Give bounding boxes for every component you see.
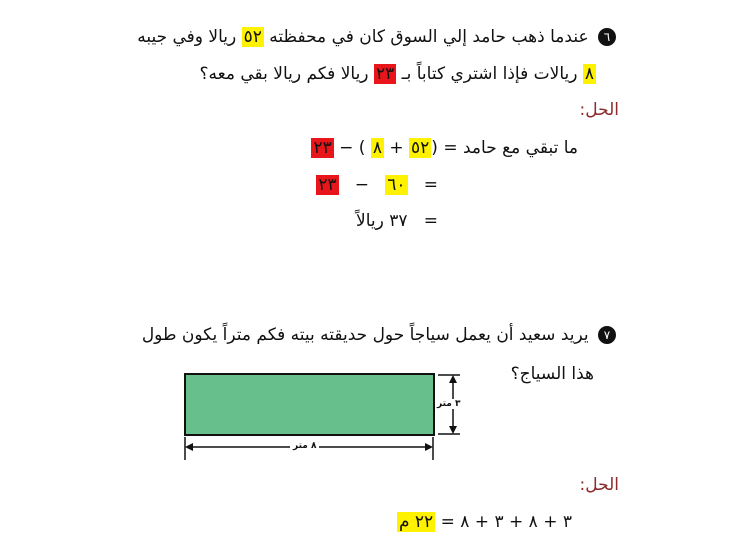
dimension-lines	[170, 365, 480, 465]
q6-text-2b: ريالا فكم ريالا بقي معه؟	[199, 64, 369, 84]
minus-sign: −	[339, 138, 354, 158]
q7-text-1: يريد سعيد أن يعمل سياجاً حول حديقته بيته فكم متراً يكون طول	[141, 325, 589, 345]
q6-solution-label: الحل:	[579, 100, 619, 120]
paren-close: )	[358, 138, 366, 158]
q6-text-1a: عندما ذهب حامد إلي السوق كان في محفظته	[269, 27, 589, 47]
garden-diagram	[170, 365, 480, 465]
equals-sign: =	[423, 211, 438, 231]
q7-answer-value: ٢٢ م	[398, 512, 434, 532]
q6-solution-step-3	[356, 209, 438, 233]
equals-sign: =	[443, 138, 458, 158]
q7-answer	[397, 510, 572, 534]
width-label: ٣ متر	[437, 399, 461, 409]
step2-value-b: ٢٣	[318, 175, 337, 195]
step2-value-a: ٦٠	[387, 175, 406, 195]
q6-line-1	[137, 25, 616, 49]
q6-pocket-value: ٨	[584, 64, 594, 84]
q6-text-1b: ريالا وفي جيبه	[137, 27, 237, 47]
step1-value-b: ٨	[372, 138, 382, 158]
equals-sign: =	[423, 175, 438, 195]
step1-value-a: ٥٢	[411, 138, 430, 158]
step1-label: ما تبقي مع حامد	[463, 138, 578, 158]
question-number-badge: ٦	[598, 28, 616, 46]
minus-sign: −	[354, 175, 370, 195]
length-label: ٨ متر	[290, 441, 319, 451]
paren-open: (	[431, 138, 438, 158]
q6-solution-step-1	[311, 136, 578, 160]
q7-text-2: هذا السياج؟	[510, 364, 594, 384]
q7-solution-label: الحل:	[579, 475, 619, 495]
q7-answer-expression: ٣ + ٨ + ٣ + ٨ =	[440, 512, 572, 532]
step1-value-c: ٢٣	[313, 138, 332, 158]
q6-money-value: ٥٢	[243, 27, 262, 47]
step3-result: ٣٧ ريالاً	[356, 211, 408, 231]
q6-solution-step-2	[316, 173, 438, 197]
q7-line-1	[142, 323, 616, 347]
q6-text-2a: ريالات فإذا اشتري كتاباً بـ	[401, 64, 578, 84]
plus-sign: +	[389, 138, 404, 158]
question-number-badge: ٧	[598, 326, 616, 344]
q6-book-price: ٢٣	[375, 64, 395, 84]
q7-line-2	[511, 362, 594, 386]
q6-line-2	[200, 62, 597, 86]
